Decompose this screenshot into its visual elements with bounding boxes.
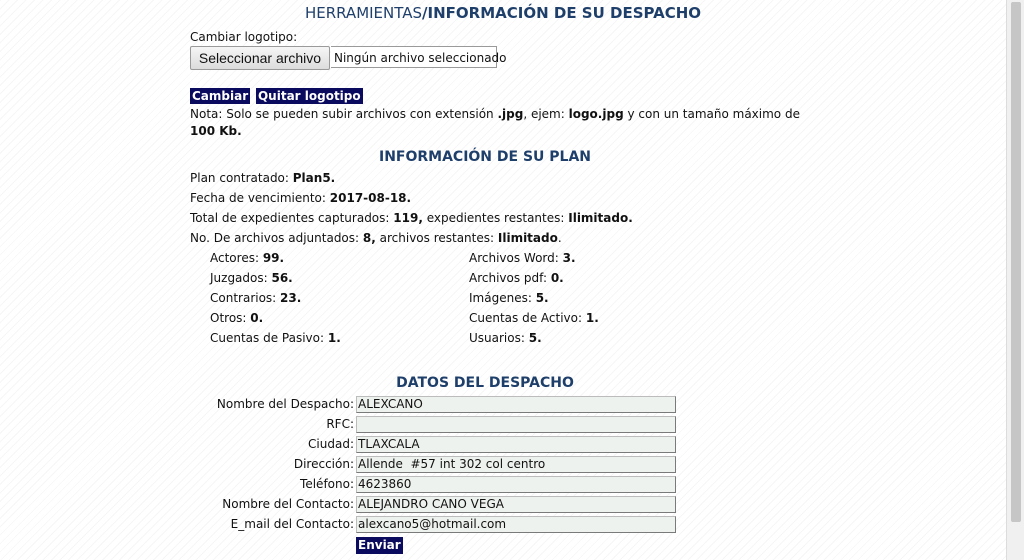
logo-label: Cambiar logotipo: bbox=[190, 30, 298, 44]
plan-contracted bbox=[190, 171, 335, 185]
expiry-label: Fecha de vencimiento: bbox=[190, 191, 330, 205]
note-example: logo.jpg bbox=[568, 107, 624, 121]
cases-label: Total de expedientes capturados: bbox=[190, 211, 394, 225]
files-end: . bbox=[557, 231, 562, 245]
field-label: Nombre del Contacto: bbox=[222, 497, 354, 511]
plan-value: Plan5. bbox=[292, 171, 336, 185]
plan-files bbox=[190, 231, 562, 245]
cases-rem-value: Ilimitado. bbox=[568, 211, 633, 225]
plan-expiry bbox=[190, 191, 411, 205]
stat-right bbox=[469, 271, 564, 285]
stat-value: 5. bbox=[528, 331, 542, 345]
note-suffix: y con un tamaño máximo de bbox=[623, 107, 800, 121]
breadcrumb-separator: / bbox=[422, 4, 428, 22]
office-name-input[interactable]: ALEXCANO bbox=[356, 396, 676, 413]
stat-value: 1. bbox=[327, 331, 341, 345]
stat-left bbox=[210, 311, 263, 325]
page-title bbox=[0, 4, 1006, 22]
breadcrumb-tools[interactable]: HERRAMIENTAS bbox=[304, 4, 423, 22]
address-input[interactable]: Allende #57 int 302 col centro bbox=[356, 456, 676, 473]
stat-value: 1. bbox=[585, 311, 599, 325]
plan-heading: INFORMACIÓN DE SU PLAN bbox=[378, 149, 592, 165]
stat-label: Juzgados: bbox=[210, 271, 272, 285]
file-status: Ningún archivo seleccionado bbox=[331, 46, 497, 68]
stat-label: Imágenes: bbox=[469, 291, 536, 305]
stat-label: Archivos pdf: bbox=[469, 271, 551, 285]
stat-label: Cuentas de Pasivo: bbox=[210, 331, 328, 345]
stat-label: Cuentas de Activo: bbox=[469, 311, 586, 325]
stat-label: Archivos Word: bbox=[469, 251, 563, 265]
scrollbar-thumb[interactable] bbox=[1011, 2, 1021, 522]
plan-cases bbox=[190, 211, 633, 225]
logo-actions bbox=[190, 89, 363, 104]
stat-right bbox=[469, 311, 599, 325]
cases-rem-label: expedientes restantes: bbox=[422, 211, 569, 225]
stat-label: Usuarios: bbox=[469, 331, 529, 345]
field-label: Teléfono: bbox=[300, 477, 354, 491]
cases-value: 119, bbox=[393, 211, 423, 225]
breadcrumb-current: INFORMACIÓN DE SU DESPACHO bbox=[427, 4, 702, 22]
stat-right bbox=[469, 291, 549, 305]
change-logo-button[interactable]: Cambiar bbox=[192, 89, 249, 103]
note-prefix: Nota: Solo se pueden subir archivos con extensión bbox=[190, 107, 498, 121]
vertical-scrollbar[interactable] bbox=[1006, 0, 1024, 560]
stat-value: 23. bbox=[280, 291, 302, 305]
stat-label: Contrarios: bbox=[210, 291, 281, 305]
stat-value: 0. bbox=[250, 311, 264, 325]
note-ext: .jpg bbox=[497, 107, 524, 121]
field-label: Nombre del Despacho: bbox=[216, 397, 354, 411]
office-heading: DATOS DEL DESPACHO bbox=[396, 375, 574, 391]
stat-left bbox=[210, 331, 341, 345]
remove-logo-button[interactable]: Quitar logotipo bbox=[257, 89, 361, 103]
note-mid: , ejem: bbox=[523, 107, 569, 121]
field-label: RFC: bbox=[326, 417, 354, 431]
choose-file-button[interactable]: Seleccionar archivo bbox=[190, 46, 330, 70]
contact-name-input[interactable]: ALEJANDRO CANO VEGA bbox=[356, 496, 676, 513]
stat-value: 56. bbox=[271, 271, 293, 285]
stat-left bbox=[210, 251, 284, 265]
stat-value: 5. bbox=[535, 291, 549, 305]
note-size-value: 100 Kb. bbox=[190, 124, 242, 138]
rfc-input[interactable] bbox=[356, 416, 676, 433]
field-label: E_mail del Contacto: bbox=[230, 517, 354, 531]
stat-value: 3. bbox=[562, 251, 576, 265]
stat-value: 99. bbox=[262, 251, 285, 265]
submit-button[interactable]: Enviar bbox=[358, 538, 401, 552]
files-value: 8, bbox=[362, 231, 376, 245]
stat-left bbox=[210, 291, 301, 305]
stat-right bbox=[469, 251, 576, 265]
files-rem-label: archivos restantes: bbox=[375, 231, 498, 245]
phone-input[interactable]: 4623860 bbox=[356, 476, 676, 493]
city-input[interactable]: TLAXCALA bbox=[356, 436, 676, 453]
files-rem-value: Ilimitado bbox=[497, 231, 558, 245]
stat-label: Otros: bbox=[210, 311, 251, 325]
field-label: Dirección: bbox=[293, 457, 354, 471]
field-label: Ciudad: bbox=[308, 437, 354, 451]
contact-email-input[interactable]: alexcano5@hotmail.com bbox=[356, 516, 676, 533]
logo-note bbox=[190, 107, 800, 121]
files-label: No. De archivos adjuntados: bbox=[190, 231, 363, 245]
plan-label: Plan contratado: bbox=[190, 171, 293, 185]
stat-label: Actores: bbox=[210, 251, 263, 265]
stat-value: 0. bbox=[550, 271, 564, 285]
stat-left bbox=[210, 271, 293, 285]
expiry-value: 2017-08-18. bbox=[329, 191, 412, 205]
note-size bbox=[190, 124, 242, 138]
stat-right bbox=[469, 331, 542, 345]
